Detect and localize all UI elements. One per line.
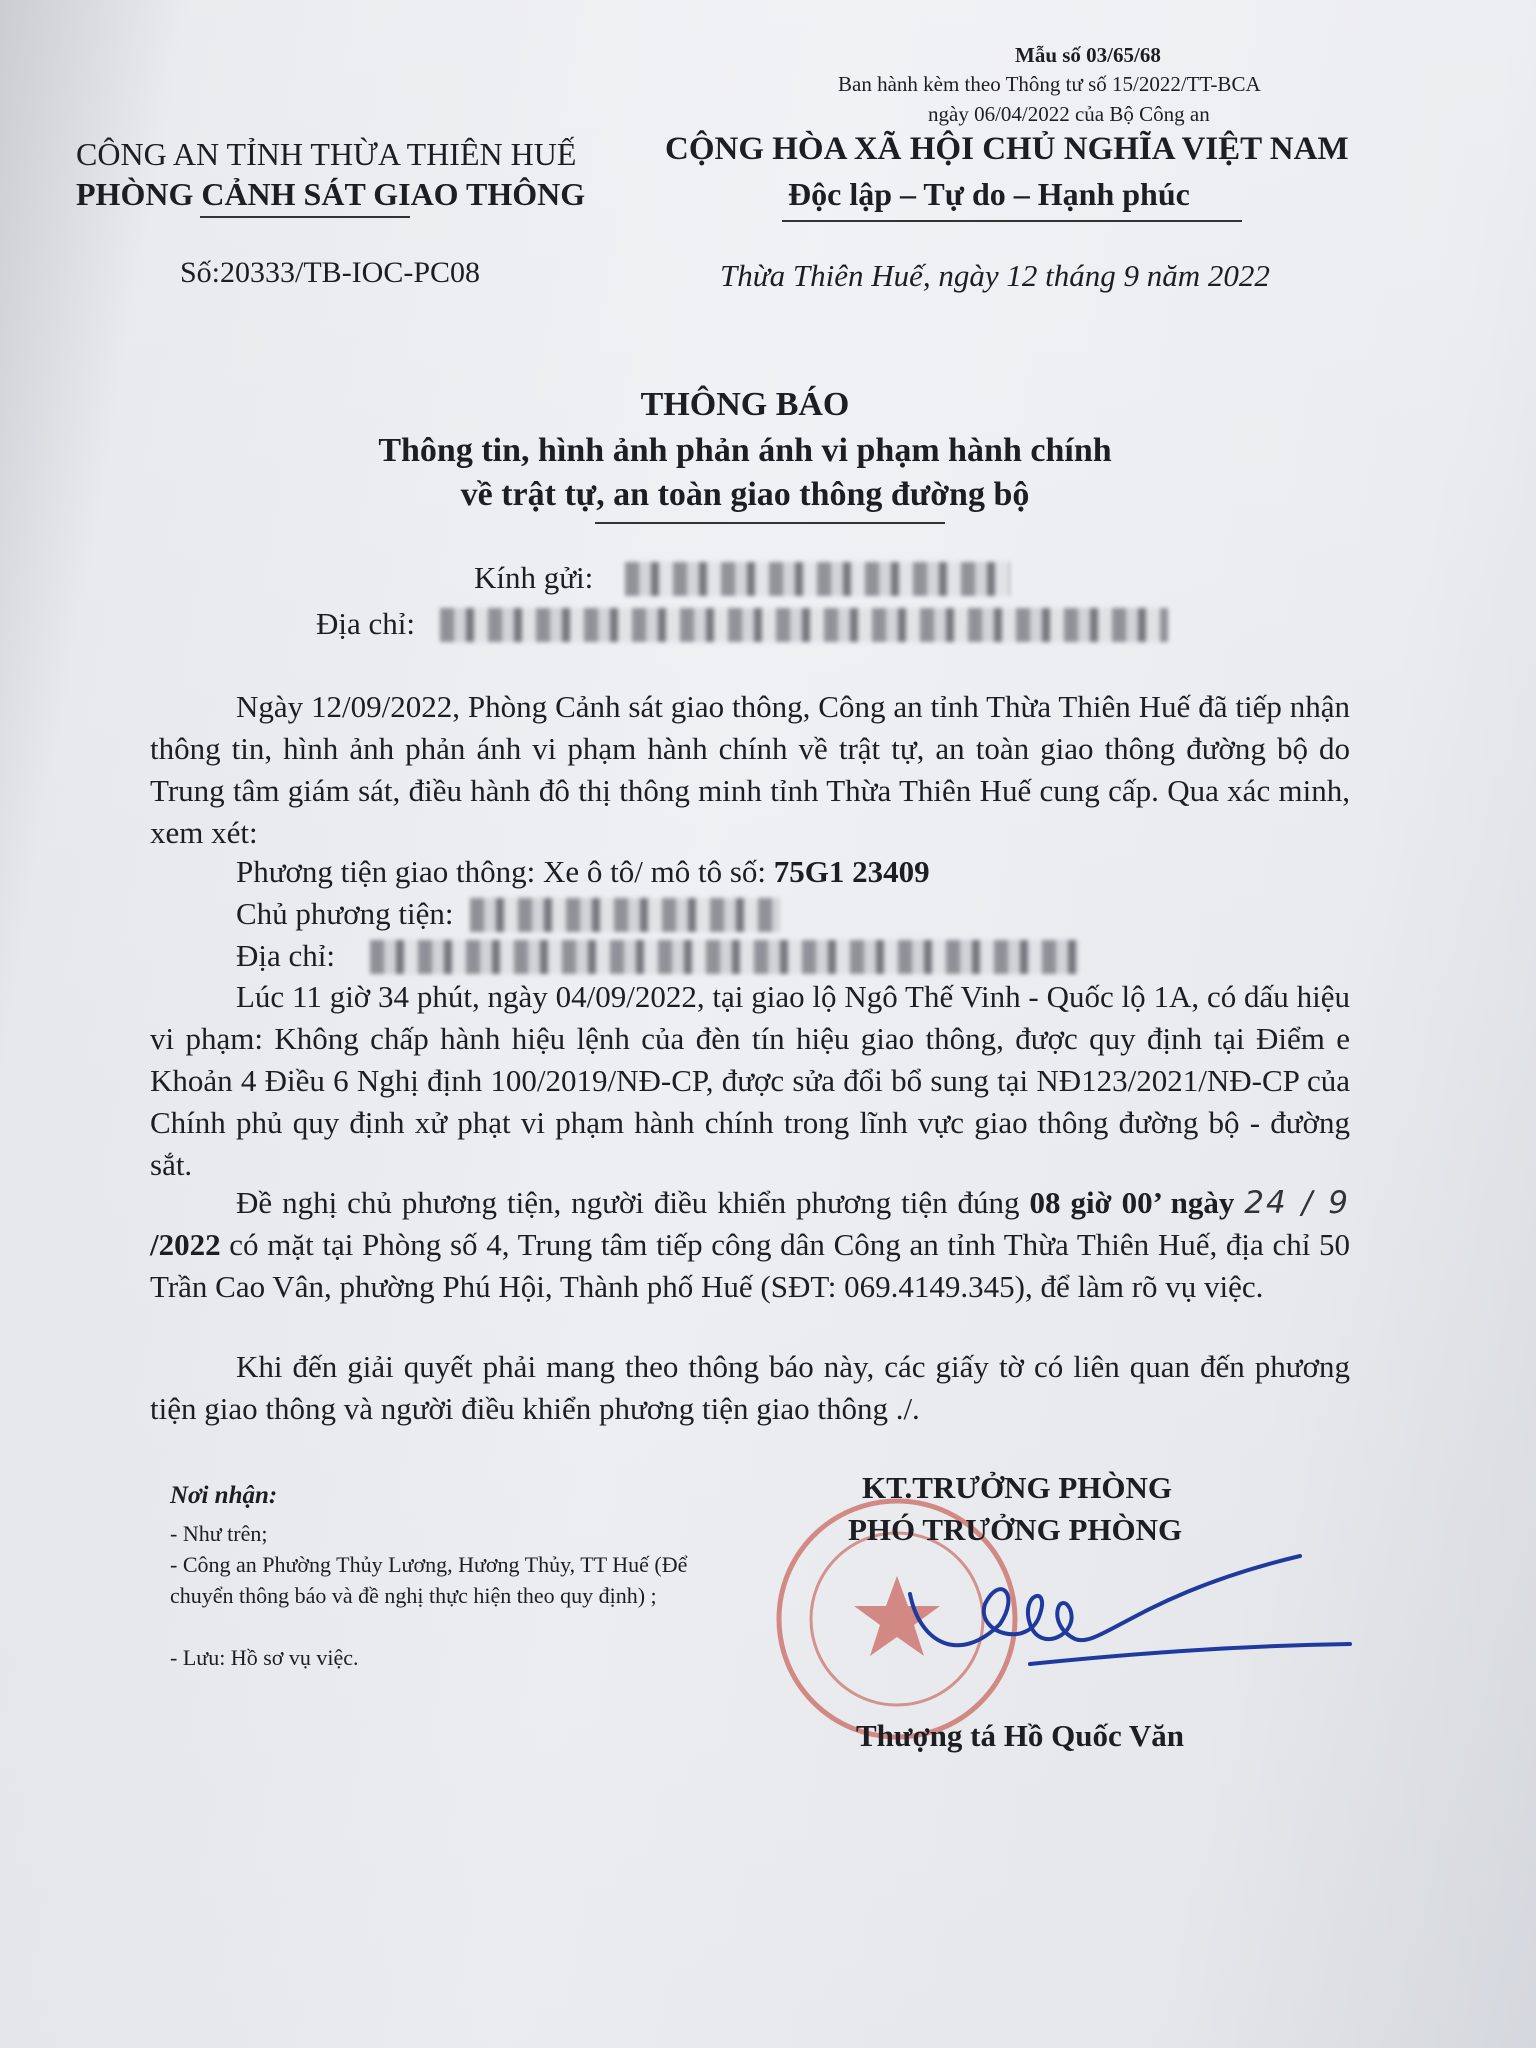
recipient-item: - Lưu: Hồ sơ vụ việc.: [170, 1645, 359, 1670]
handwritten-date: 24 / 9: [1244, 1185, 1350, 1221]
document-title: THÔNG BÁO: [640, 386, 850, 423]
vehicle-line: [236, 854, 930, 890]
issued-date: ngày 06/04/2022 của Bộ Công an: [928, 102, 1210, 126]
vehicle-label: Phương tiện giao thông: Xe ô tô/ mô tô số:: [236, 854, 774, 889]
paragraph-summons: [150, 1182, 1350, 1308]
form-number: Mẫu số 03/65/68: [1015, 43, 1161, 67]
owner-line: [236, 896, 453, 932]
document-subtitle-2: về trật tự, an toàn giao thông đường bộ: [460, 476, 1030, 513]
redacted-recipient-address: [440, 608, 1168, 642]
show-through-text: [240, 1440, 248, 1474]
owner-address-label: Địa chỉ:: [236, 938, 335, 973]
title-underline: [595, 522, 945, 524]
national-motto: Độc lập – Tự do – Hạnh phúc: [788, 176, 1190, 212]
redacted-owner-name: [470, 898, 780, 932]
owner-address-line: [236, 938, 335, 974]
signer-name: Thượng tá Hồ Quốc Văn: [856, 1718, 1185, 1753]
handwritten-signature: [880, 1554, 1360, 1694]
signer-authority: KT.TRƯỞNG PHÒNG: [862, 1470, 1172, 1505]
kinh-gui-label: Kính gửi:: [474, 560, 594, 595]
redacted-recipient-name: [625, 562, 1010, 596]
summons-year: /2022: [150, 1227, 221, 1262]
redacted-owner-address: [370, 940, 1080, 974]
issued-with: Ban hành kèm theo Thông tư số 15/2022/TT-BCA: [838, 72, 1261, 96]
paragraph-intro: Ngày 12/09/2022, Phòng Cảnh sát giao thông, Công an tỉnh Thừa Thiên Huế đã tiếp nhận thông tin, hình ảnh phản ánh vi phạm hành chính về trật tự, an toàn giao thông đường bộ do Trung tâm giám sát, điều hành đô thị thông minh tỉnh Thừa Thiên Huế cung cấp. Qua xác minh, xem xét:: [150, 689, 1350, 850]
summons-text: Đề nghị chủ phương tiện, người điều khiển phương tiện đúng: [236, 1185, 1030, 1220]
recipients-label: Nơi nhận:: [170, 1482, 278, 1509]
document-number: Số:20333/TB-IOC-PC08: [180, 256, 481, 289]
owner-label: Chủ phương tiện:: [236, 896, 454, 931]
summons-location: có mặt tại Phòng số 4, Trung tâm tiếp công dân Công an tỉnh Thừa Thiên Huế, địa chỉ 50 Trần Cao Vân, phường Phú Hội, Thành phố Huế (SĐT: 069.4149.345), để làm rõ vụ việc.: [150, 1227, 1350, 1304]
national-title: CỘNG HÒA XÃ HỘI CHỦ NGHĨA VIỆT NAM: [665, 131, 1349, 167]
recipient-item: - Công an Phường Thủy Lương, Hương Thủy, TT Huế (Để chuyển thông báo và đề nghị thực hiện theo quy định) ;: [170, 1552, 688, 1608]
agency-underline: [200, 216, 410, 218]
document-subtitle-1: Thông tin, hình ảnh phản ánh vi phạm hành chính: [378, 432, 1112, 469]
department-name: PHÒNG CẢNH SÁT GIAO THÔNG: [76, 176, 586, 212]
dateline: Thừa Thiên Huế, ngày 12 tháng 9 năm 2022: [720, 258, 1270, 293]
agency-name: CÔNG AN TỈNH THỪA THIÊN HUẾ: [76, 136, 577, 172]
paragraph-instructions: Khi đến giải quyết phải mang theo thông báo này, các giấy tờ có liên quan đến phương tiện giao thông và người điều khiển phương tiện giao thông ./.: [150, 1349, 1350, 1426]
summons-time: 08 giờ 00’ ngày: [1029, 1185, 1235, 1220]
paragraph-violation: Lúc 11 giờ 34 phút, ngày 04/09/2022, tại giao lộ Ngô Thế Vinh - Quốc lộ 1A, có dấu hiệu vi phạm: Không chấp hành hiệu lệnh của đèn tín hiệu giao thông, được quy định tại Điểm e Khoản 4 Điều 6 Nghị định 100/2019/NĐ-CP, được sửa đổi bổ sung tại NĐ123/2021/NĐ-CP của Chính phủ quy định xử phạt vi phạm hành chính trong lĩnh vực giao thông đường bộ - đường sắt.: [150, 979, 1350, 1182]
motto-underline: [782, 220, 1242, 222]
vehicle-plate: 75G1 23409: [773, 854, 930, 889]
recipient-address-label: Địa chỉ:: [316, 606, 415, 641]
signer-position: PHÓ TRƯỞNG PHÒNG: [848, 1512, 1183, 1547]
recipient-item: - Như trên;: [170, 1521, 268, 1546]
